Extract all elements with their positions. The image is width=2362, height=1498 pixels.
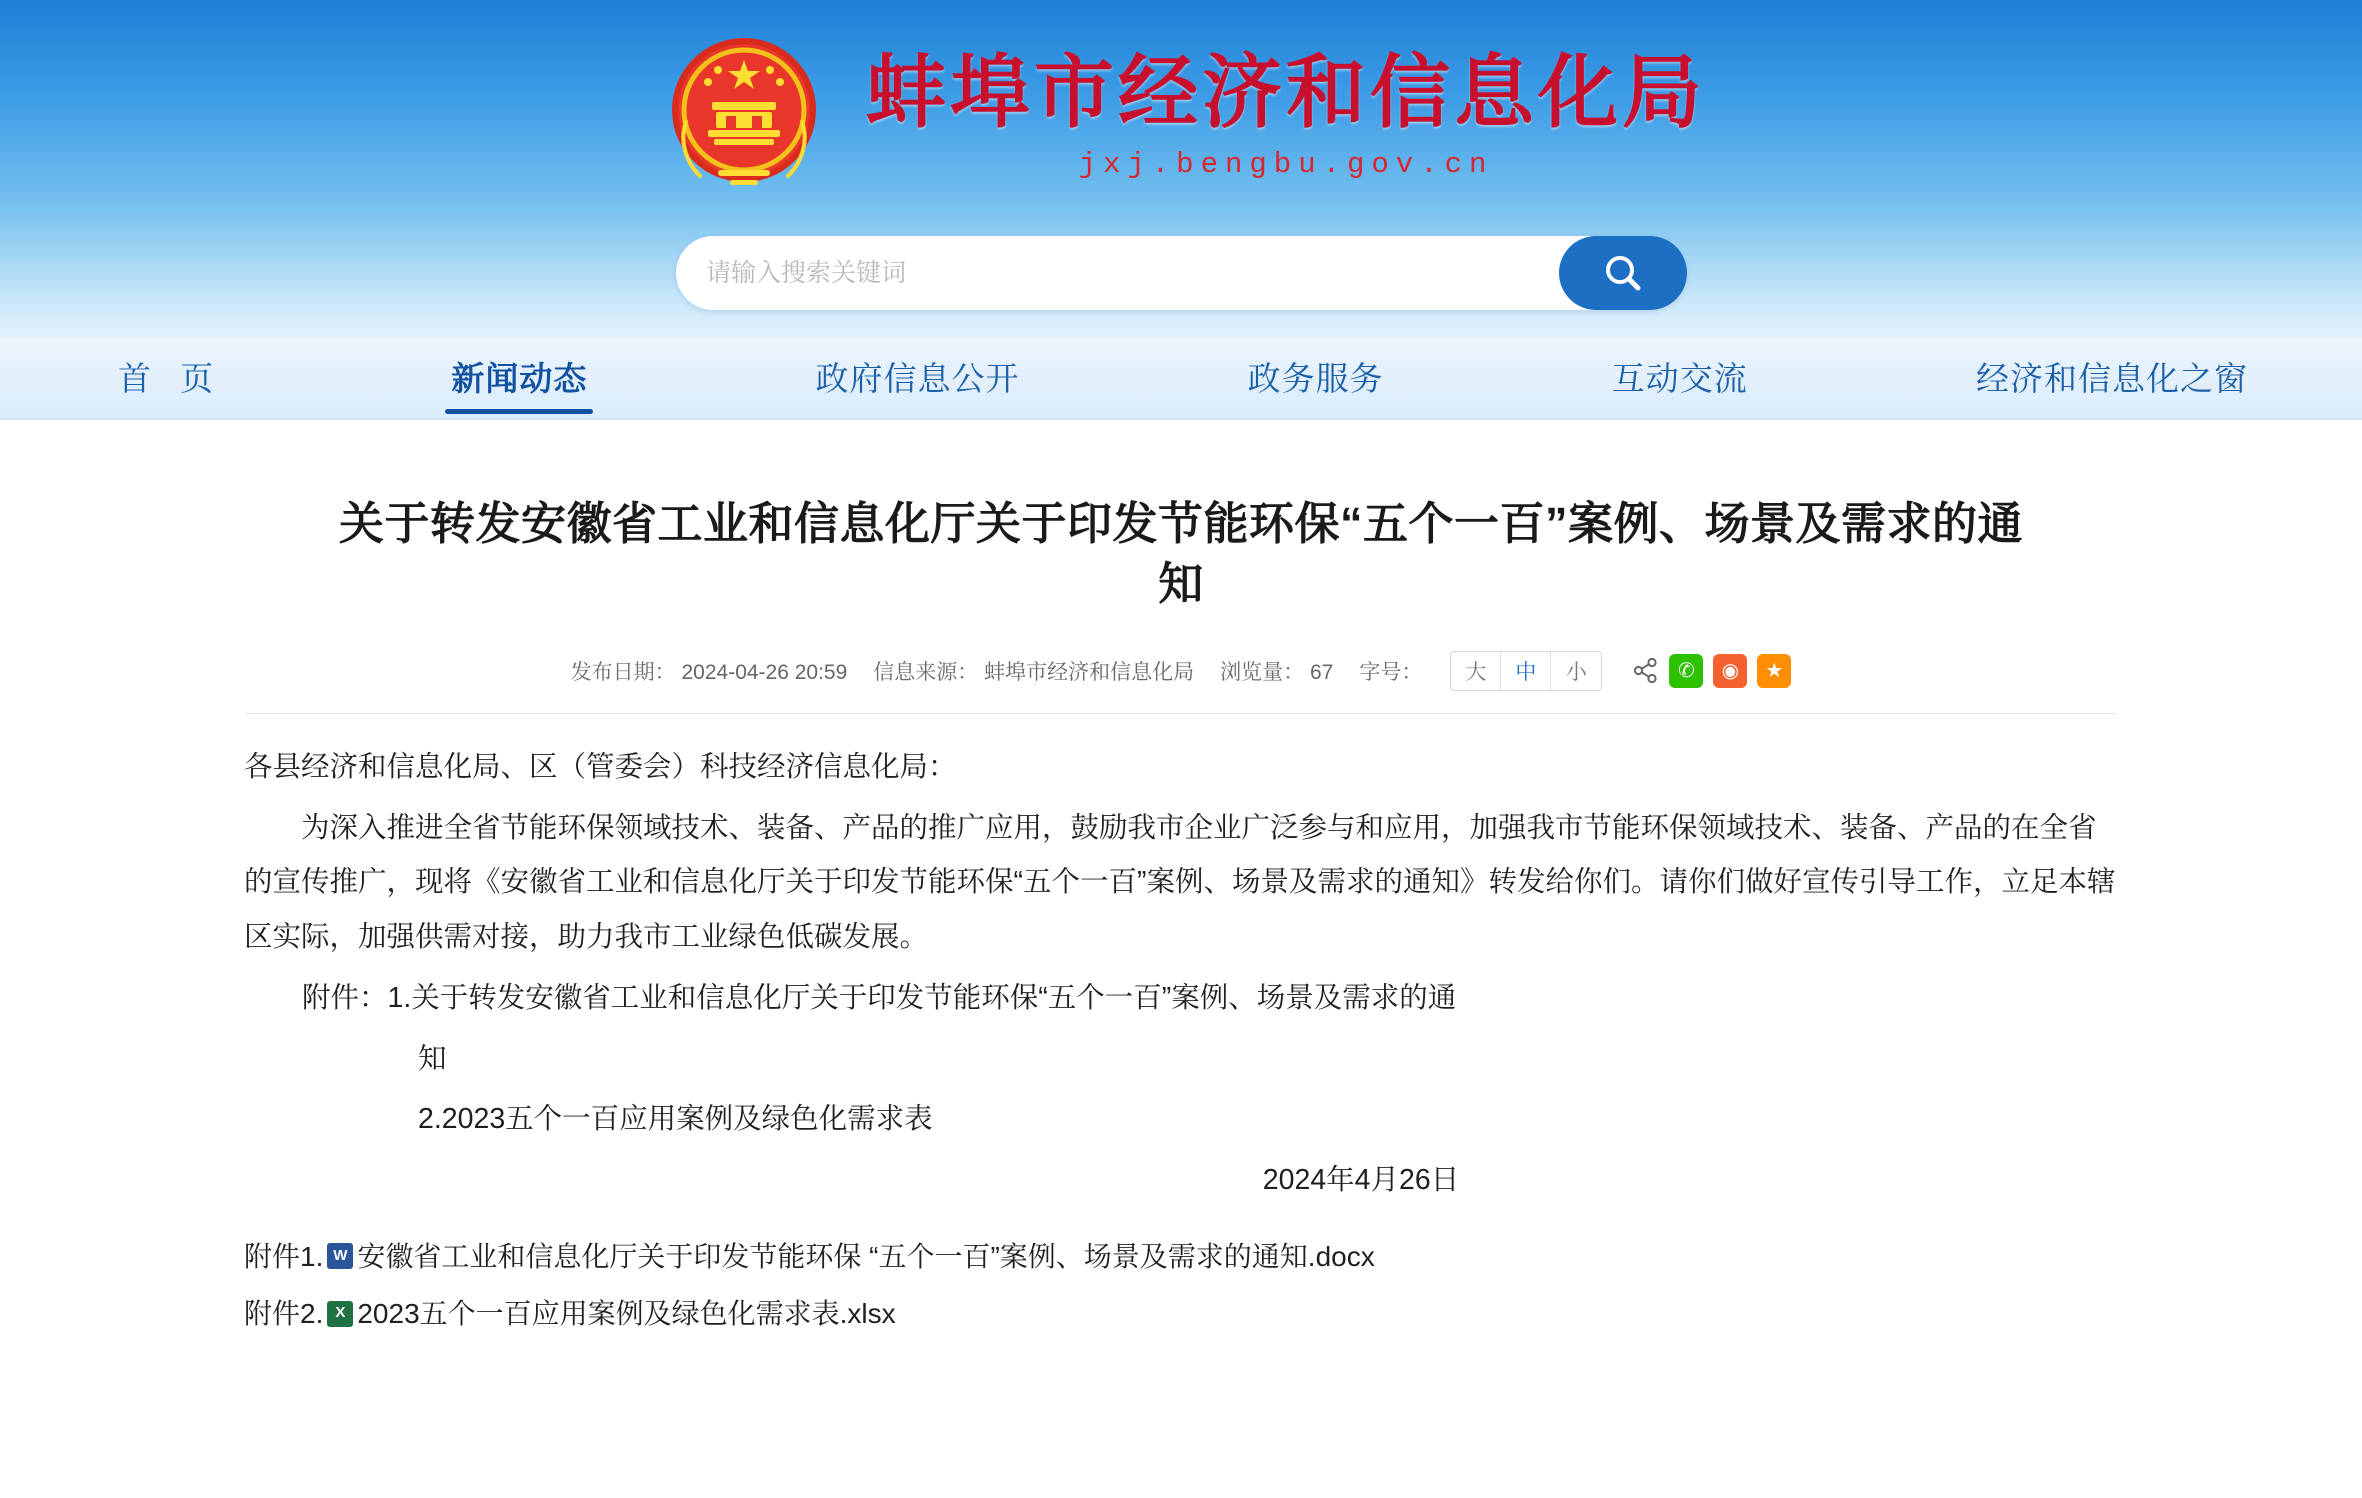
publish-date-label: 发布日期： <box>570 660 676 684</box>
views-label: 浏览量： <box>1220 660 1305 684</box>
fontsize-large-button[interactable]: 大 <box>1451 652 1501 690</box>
source-label: 信息来源： <box>873 660 979 684</box>
publish-date-value: 2024-04-26 20:59 <box>681 660 848 684</box>
fontsize-switcher <box>1450 651 1602 691</box>
search-row <box>0 236 2362 310</box>
site-title: 蚌埠市经济和信息化局 <box>866 49 1706 138</box>
attachment-note <box>244 971 2118 1147</box>
page-title: 关于转发安徽省工业和信息化厅关于印发节能环保“五个一百”案例、场景及需求的通知 <box>338 498 2023 609</box>
nav-item-gov-info[interactable]: 政府信息公开 <box>815 359 1020 397</box>
source-value: 蚌埠市经济和信息化局 <box>984 660 1195 684</box>
sign-date: 2024年4月26日 <box>1262 1163 1460 1196</box>
search-icon <box>1601 251 1645 295</box>
attachment-note-line1 <box>302 971 2118 1026</box>
source <box>873 656 1194 686</box>
attachment-item[interactable] <box>244 1285 2118 1342</box>
attachment-note-item1-cont: 知 <box>418 1042 447 1075</box>
article-meta <box>246 651 2116 714</box>
publish-date <box>571 656 848 686</box>
attachment-prefix: 附件2. <box>244 1298 324 1330</box>
nav-item-home[interactable]: 首 页 <box>118 359 224 397</box>
nav-item-news[interactable]: 新闻动态 <box>445 343 593 414</box>
search-input[interactable] <box>704 258 1559 289</box>
fontsize-label: 字号： <box>1359 660 1423 684</box>
attachment-list <box>244 1228 2118 1343</box>
nav-item-econ-window[interactable]: 经济和信息化之窗 <box>1975 359 2248 397</box>
favorite-share-button[interactable]: ★ <box>1757 654 1791 688</box>
attachment-note-label: 附件： <box>302 981 388 1014</box>
fontsize-medium-button[interactable]: 中 <box>1501 652 1551 690</box>
main-navigation <box>0 338 2362 420</box>
excel-file-icon: X <box>327 1301 353 1327</box>
share-icon[interactable] <box>1632 657 1659 684</box>
share-group <box>1632 654 1791 688</box>
attachment-note-item1: 1.关于转发安徽省工业和信息化厅关于印发节能环保“五个一百”案例、场景及需求的通 <box>387 981 1457 1014</box>
site-header <box>0 0 2362 338</box>
weibo-share-button[interactable]: ◉ <box>1713 654 1747 688</box>
attachment-item[interactable] <box>244 1228 2118 1285</box>
views-value: 67 <box>1309 660 1334 684</box>
page-content <box>0 420 2362 1342</box>
attachment-note-item2: 2.2023五个一百应用案例及绿色化需求表 <box>418 1103 933 1136</box>
article-paragraph-salutation: 各县经济和信息化局、区（管委会）科技经济信息化局： <box>244 750 957 783</box>
attachment-filename[interactable]: 安徽省工业和信息化厅关于印发节能环保 “五个一百”案例、场景及需求的通知.docx <box>357 1240 1375 1272</box>
national-emblem-icon <box>656 26 832 202</box>
nav-item-gov-service[interactable]: 政务服务 <box>1247 359 1384 397</box>
attachment-prefix: 附件1. <box>244 1240 324 1272</box>
search-box[interactable] <box>676 236 1686 310</box>
nav-item-interaction[interactable]: 互动交流 <box>1611 359 1748 397</box>
fontsize-small-button[interactable]: 小 <box>1551 652 1601 690</box>
search-button[interactable] <box>1559 236 1687 310</box>
site-domain: jxj.bengbu.gov.cn <box>1078 147 1494 181</box>
word-file-icon: W <box>327 1243 353 1269</box>
article-paragraph-main: 为深入推进全省节能环保领域技术、装备、产品的推广应用，鼓励我市企业广泛参与和应用，加强我市节能环保领域技术、装备、产品的在全省的宣传推广，现将《安徽省工业和信息化厅关于印发节能环保“五个一百”案例、场景及需求的通知》转发给你们。请你们做好宣传引导工作，立足本辖区实际，加强供需对接，助力我市工业绿色低碳发展。 <box>244 811 2116 954</box>
article-body <box>242 714 2120 1343</box>
wechat-share-button[interactable]: ✆ <box>1669 654 1703 688</box>
attachment-filename[interactable]: 2023五个一百应用案例及绿色化需求表.xlsx <box>357 1298 896 1330</box>
site-brand <box>866 49 1706 181</box>
header-branding <box>0 0 2362 228</box>
article <box>242 420 2120 1342</box>
views <box>1220 656 1333 686</box>
